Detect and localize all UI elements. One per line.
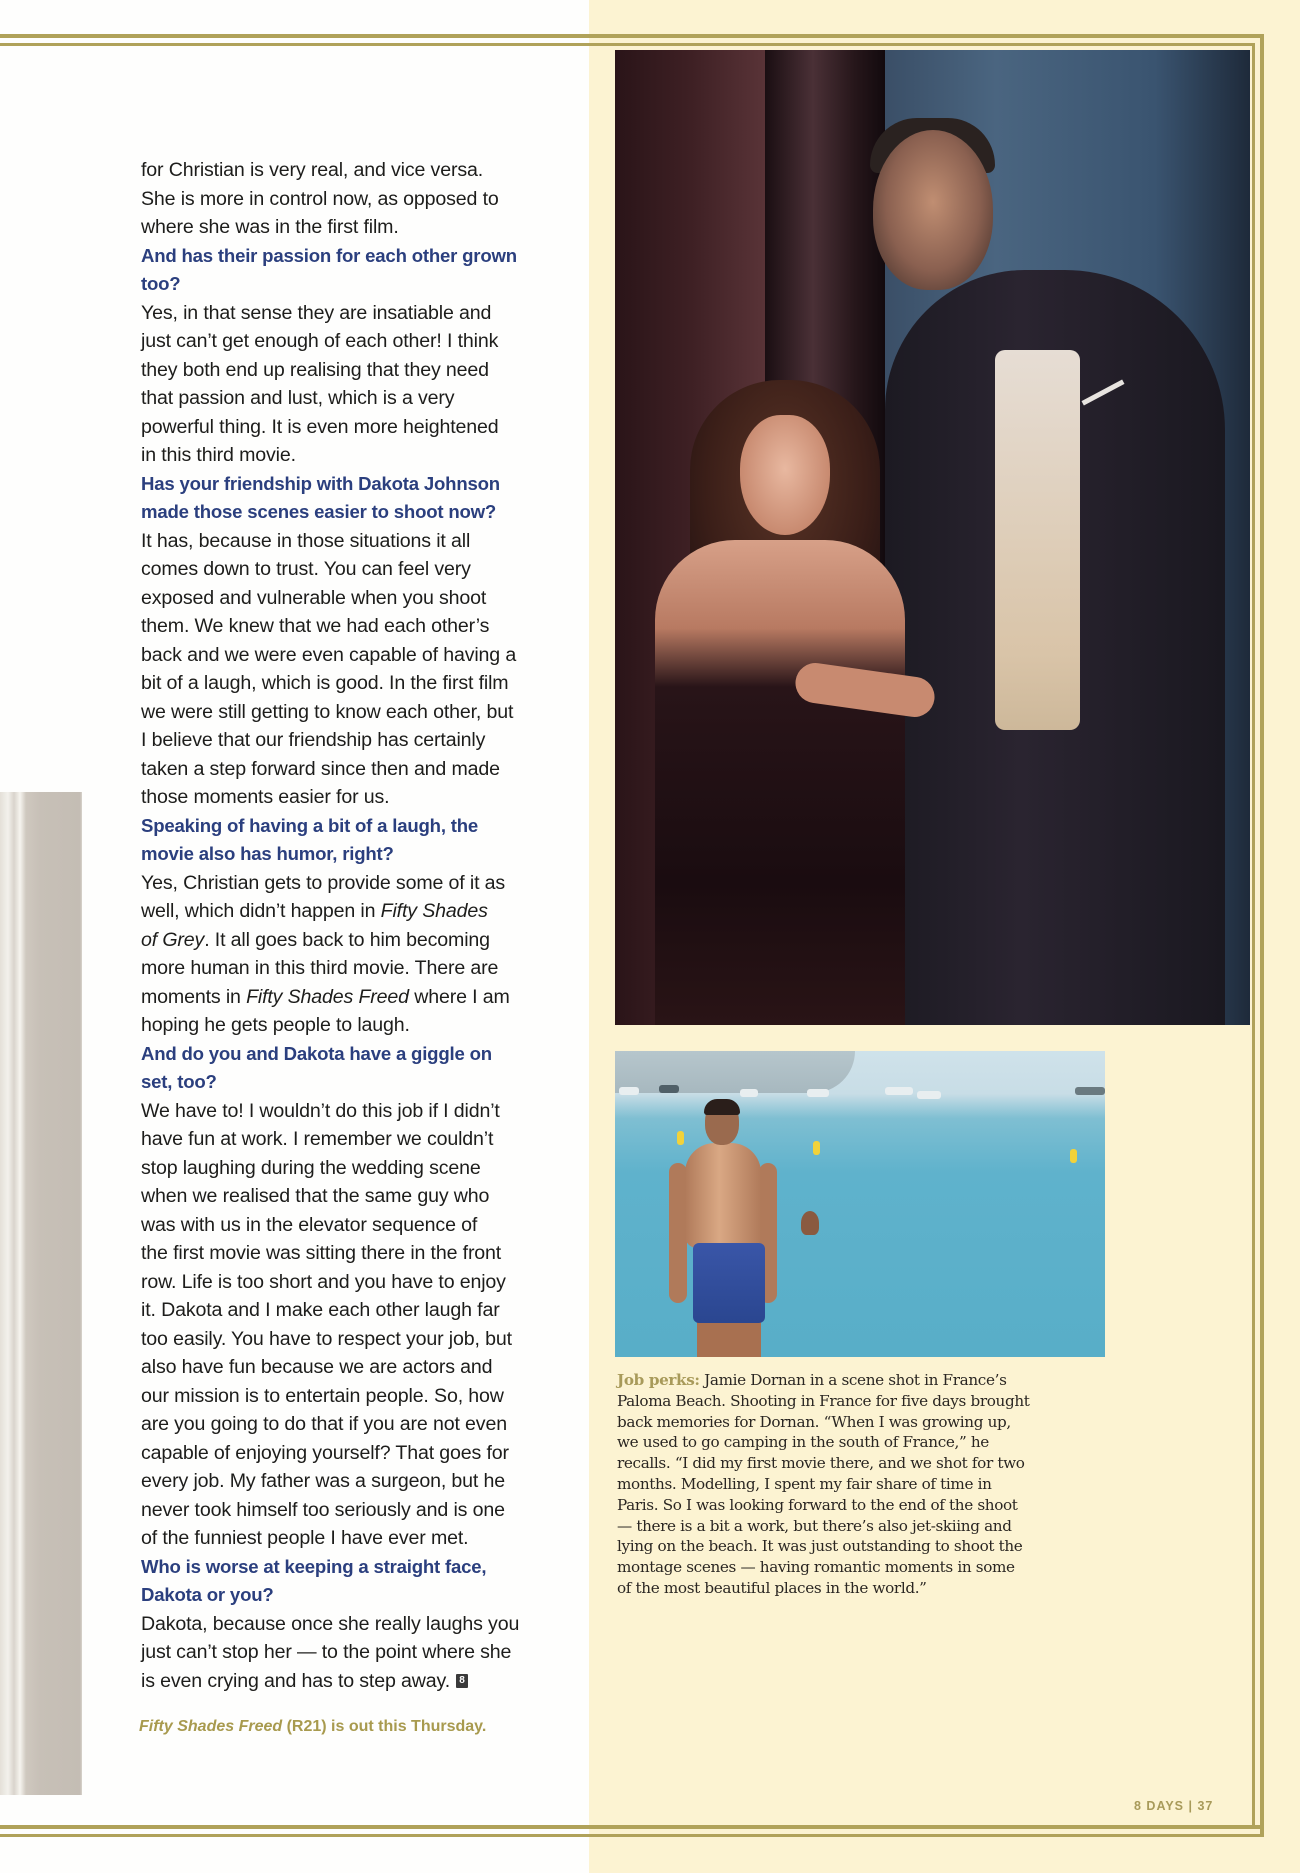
interview-answer-line — [141, 1325, 581, 1354]
caption-text: we used to go camping in the south of France,” he — [617, 1433, 989, 1452]
photo-buoy — [813, 1141, 820, 1155]
text-run: powerful thing. It is even more heightened — [141, 415, 499, 438]
article-body — [141, 156, 581, 1695]
text-run: just can’t stop her — to the point where she — [141, 1641, 512, 1663]
text-run: that passion and lust, which is a very — [141, 387, 455, 409]
text-run: I believe that our friendship has certainly — [141, 729, 486, 751]
photo-boat — [740, 1089, 758, 1097]
interview-answer-line — [141, 926, 581, 955]
interview-answer-line — [141, 1239, 581, 1268]
interview-question-line — [141, 498, 581, 527]
caption-line — [617, 1453, 1077, 1474]
right-border-line-inner — [1252, 43, 1255, 1829]
photo-torso — [685, 1143, 761, 1248]
caption-text: lying on the beach. It was just outstanding to shoot the — [617, 1537, 1023, 1556]
photo-hill — [615, 1051, 855, 1093]
interview-question-line — [141, 1553, 581, 1582]
top-border-line-inner — [0, 43, 1254, 46]
text-run: And do you and Dakota have a giggle on — [141, 1042, 492, 1064]
text-run: bit of a laugh, which is good. In the first film — [141, 672, 509, 694]
interview-answer-line — [141, 413, 581, 442]
caption-line — [617, 1578, 1077, 1599]
interview-answer-line — [141, 584, 581, 613]
bottom-border-line-outer — [0, 1825, 1263, 1829]
text-run: We have to! I wouldn’t do this job if I didn’t — [141, 1099, 500, 1122]
text-run: too? — [141, 273, 181, 294]
interview-answer-line — [141, 1638, 581, 1667]
caption-line — [617, 1536, 1077, 1557]
page-folio: 8 DAYS | 37 — [1134, 1799, 1214, 1813]
photo-boat — [917, 1091, 941, 1099]
text-run: exposed and vulnerable when you shoot — [141, 586, 487, 609]
caption-text: montage scenes — having romantic moments in some — [617, 1558, 1015, 1577]
interview-answer-line — [141, 1439, 581, 1468]
interview-answer-line — [141, 1154, 581, 1183]
interview-answer-line — [141, 897, 581, 926]
interview-answer-line — [141, 356, 581, 385]
interview-answer-line — [141, 726, 581, 755]
text-run: have fun at work. I remember we couldn’t — [141, 1128, 494, 1150]
interview-answer-line — [141, 185, 581, 214]
interview-question-line — [141, 840, 581, 869]
text-run: Dakota or you? — [141, 1584, 274, 1605]
interview-answer-line — [141, 1524, 581, 1553]
text-run: our mission is to entertain people. So, how — [141, 1384, 504, 1407]
text-run: It has, because in those situations it all — [141, 529, 471, 552]
caption-lead: Job perks: — [617, 1371, 700, 1389]
interview-answer-line — [141, 1467, 581, 1496]
interview-answer-line — [141, 1667, 581, 1696]
text-run: . It all goes back to him becoming — [204, 928, 490, 951]
interview-question-line — [141, 1581, 581, 1610]
photo-boat — [885, 1087, 913, 1095]
interview-answer-line — [141, 612, 581, 641]
caption-text: back memories for Dornan. “When I was growing up, — [617, 1412, 1011, 1431]
photo-boat — [659, 1085, 679, 1093]
caption-line — [617, 1391, 1077, 1412]
text-run: never took himself too seriously and is one — [141, 1498, 505, 1521]
interview-answer-line — [141, 156, 581, 185]
interview-question-line — [141, 812, 581, 841]
interview-answer-line — [141, 299, 581, 328]
photo-man-head — [873, 130, 993, 290]
caption-text: — there is a bit a work, but there’s also jet-skiing and — [617, 1516, 1012, 1535]
caption-text: Paris. So I was looking forward to the end of the shoot — [617, 1495, 1018, 1514]
interview-answer-line — [141, 1211, 581, 1240]
photo-buoy — [1070, 1149, 1077, 1163]
text-run: where I am — [408, 985, 510, 1008]
text-run: just can’t get enough of each other! I think — [141, 330, 499, 352]
interview-answer-line — [141, 1182, 581, 1211]
interview-answer-line — [141, 755, 581, 784]
text-run: She is more in control now, as opposed to — [141, 187, 499, 210]
interview-answer-line — [141, 1410, 581, 1439]
interview-answer-line — [141, 1097, 581, 1126]
photo-woman-body — [655, 540, 905, 1025]
text-run: those moments easier for us. — [141, 786, 390, 808]
text-run: made those scenes easier to shoot now? — [141, 501, 497, 522]
caption-text: recalls. “I did my first movie there, and we shot for two — [617, 1454, 1025, 1473]
interview-answer-line — [141, 1353, 581, 1382]
text-run: capable of enjoying yourself? That goes for — [141, 1441, 509, 1464]
release-note-rest: (R21) is out this Thursday. — [282, 1718, 487, 1735]
photo-legs — [697, 1321, 761, 1357]
italic-title: Fifty Shades Freed — [246, 985, 409, 1008]
caption-text: Jamie Dornan in a scene shot in France’s — [699, 1371, 1007, 1389]
text-run: was with us in the elevator sequence of — [141, 1213, 478, 1236]
photo-beach-man — [667, 1101, 777, 1357]
caption-line — [617, 1432, 1077, 1453]
interview-question-line — [141, 470, 581, 499]
text-run: the first movie was sitting there in the front — [141, 1242, 502, 1264]
text-run: it. Dakota and I make each other laugh far — [141, 1299, 500, 1321]
text-run: them. We knew that we had each other’s — [141, 615, 490, 637]
text-run: Speaking of having a bit of a laugh, the — [141, 814, 479, 836]
caption-line — [617, 1557, 1077, 1578]
interview-answer-line — [141, 1610, 581, 1639]
text-run: hoping he gets people to laugh. — [141, 1014, 410, 1036]
text-run: every job. My father was a surgeon, but he — [141, 1470, 506, 1492]
text-run: for Christian is very real, and vice versa. — [141, 159, 484, 181]
release-note-title: Fifty Shades Freed — [139, 1718, 283, 1735]
text-run: when we realised that the same guy who — [141, 1185, 490, 1207]
interview-answer-line — [141, 213, 581, 242]
interview-answer-line — [141, 555, 581, 584]
text-run: comes down to trust. You can feel very — [141, 558, 471, 580]
interview-answer-line — [141, 669, 581, 698]
italic-title: Fifty Shades — [380, 900, 488, 922]
interview-answer-line — [141, 954, 581, 983]
photo-caption — [617, 1370, 1077, 1599]
beach-photo — [615, 1051, 1105, 1357]
text-run: Dakota, because once she really laughs you — [141, 1612, 520, 1635]
photo-hair — [704, 1099, 740, 1115]
photo-boat — [1075, 1087, 1105, 1095]
interview-answer-line — [141, 1125, 581, 1154]
interview-answer-line — [141, 1268, 581, 1297]
caption-line — [617, 1412, 1077, 1433]
photo-man-shirt — [995, 350, 1080, 730]
photo-boat — [619, 1087, 639, 1095]
caption-line — [617, 1474, 1077, 1495]
caption-line — [617, 1370, 1077, 1391]
interview-answer-line — [141, 1011, 581, 1040]
interview-answer-line — [141, 384, 581, 413]
text-run: Yes, Christian gets to provide some of it as — [141, 871, 506, 894]
interview-answer-line — [141, 327, 581, 356]
interview-question-line — [141, 242, 581, 271]
interview-answer-line — [141, 783, 581, 812]
caption-line — [617, 1516, 1077, 1537]
interview-question-line — [141, 1068, 581, 1097]
text-run: row. Life is too short and you have to enjoy — [141, 1270, 506, 1293]
interview-answer-line — [141, 527, 581, 556]
text-run: where she was in the first film. — [141, 216, 399, 238]
text-run: also have fun because we are actors and — [141, 1356, 493, 1378]
release-note — [139, 1718, 486, 1736]
interview-answer-line — [141, 698, 581, 727]
text-run: taken a step forward since then and made — [141, 757, 500, 780]
text-run: are you going to do that if you are not even — [141, 1413, 507, 1435]
text-run: we were still getting to know each other, but — [141, 700, 514, 723]
text-run: And has their passion for each other grown — [141, 244, 517, 266]
interview-question-line — [141, 270, 581, 299]
text-run: set, too? — [141, 1071, 217, 1092]
interview-answer-line — [141, 441, 581, 470]
text-run: Who is worse at keeping a straight face, — [141, 1555, 487, 1577]
interview-answer-line — [141, 1296, 581, 1325]
text-run: stop laughing during the wedding scene — [141, 1156, 481, 1179]
text-run: is even crying and has to step away. — [141, 1669, 450, 1692]
interview-answer-line — [141, 641, 581, 670]
interview-answer-line — [141, 1382, 581, 1411]
caption-text: Paloma Beach. Shooting in France for five days brought — [617, 1391, 1030, 1410]
text-run: Has your friendship with Dakota Johnson — [141, 472, 500, 494]
text-run: in this third movie. — [141, 444, 296, 466]
top-border-line-outer — [0, 34, 1263, 38]
text-run: too easily. You have to respect your job, but — [141, 1327, 512, 1350]
text-run: well, which didn’t happen in — [141, 900, 381, 922]
text-run: movie also has humor, right? — [141, 843, 394, 864]
bottom-border-line-inner — [0, 1834, 1263, 1837]
text-run: more human in this third movie. There are — [141, 957, 499, 979]
main-photo — [615, 50, 1250, 1025]
page-edge-strip — [0, 792, 82, 1795]
right-border-line-outer — [1260, 34, 1264, 1837]
interview-answer-line — [141, 983, 581, 1012]
italic-title: of Grey — [141, 928, 205, 951]
text-run: they both end up realising that they need — [141, 358, 489, 381]
interview-answer-line — [141, 1496, 581, 1525]
text-run: of the funniest people I have ever met. — [141, 1527, 469, 1549]
photo-woman-face — [740, 415, 830, 535]
caption-text: of the most beautiful places in the world.” — [617, 1578, 927, 1597]
text-run: back and we were even capable of having a — [141, 643, 517, 666]
photo-swim-shorts — [693, 1243, 765, 1323]
text-run: Yes, in that sense they are insatiable and — [141, 301, 492, 324]
interview-answer-line — [141, 869, 581, 898]
text-run: moments in — [141, 985, 247, 1008]
end-of-article-icon: 8 — [456, 1674, 468, 1688]
interview-question-line — [141, 1040, 581, 1069]
caption-text: months. Modelling, I spent my fair share of time in — [617, 1474, 992, 1493]
photo-swimmer — [801, 1211, 819, 1235]
photo-boat — [807, 1089, 829, 1097]
caption-line — [617, 1495, 1077, 1516]
